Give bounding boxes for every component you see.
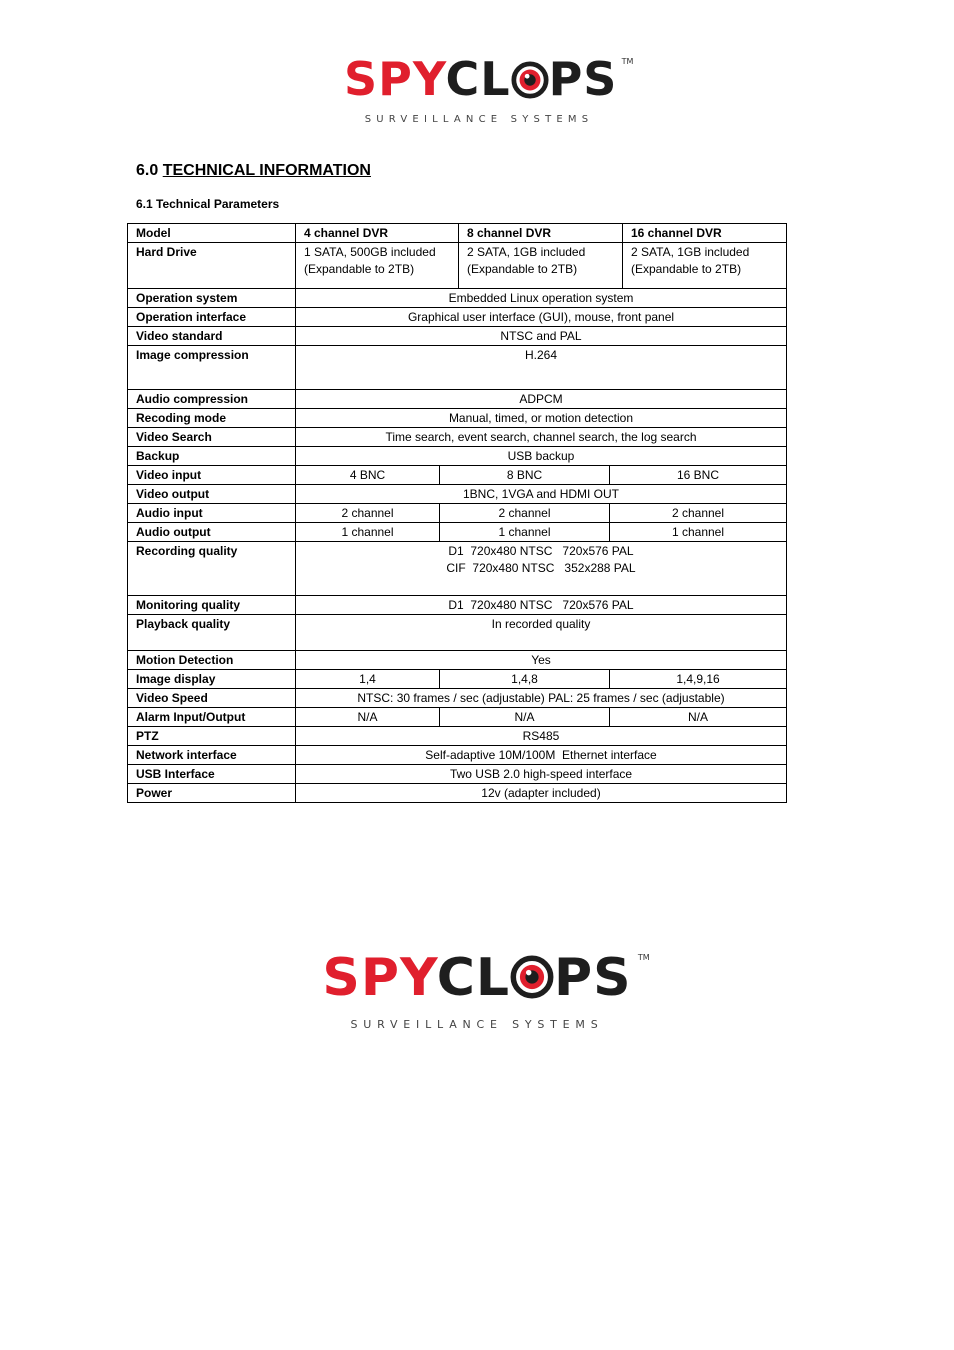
table-row-video-speed bbox=[128, 689, 787, 708]
table-cell: 4 BNC bbox=[296, 466, 440, 485]
table-row-operation-system bbox=[128, 289, 787, 308]
row-label: Motion Detection bbox=[128, 651, 296, 670]
section-heading bbox=[136, 162, 371, 180]
table-row-audio-output bbox=[128, 523, 787, 542]
table-row-image-compression bbox=[128, 346, 787, 390]
row-label: Video standard bbox=[128, 327, 296, 346]
table-cell: 1 channel bbox=[296, 523, 440, 542]
row-label: Image display bbox=[128, 670, 296, 689]
table-cell bbox=[459, 243, 623, 289]
table-cell: H.264 bbox=[296, 346, 787, 390]
row-label: Alarm Input/Output bbox=[128, 708, 296, 727]
eye-icon bbox=[511, 60, 549, 106]
logo-tagline: SURVEILLANCE SYSTEMS bbox=[350, 1018, 604, 1031]
table-cell bbox=[623, 243, 787, 289]
row-label: Network interface bbox=[128, 746, 296, 765]
row-label: Video Search bbox=[128, 428, 296, 447]
table-cell: 1,4,8 bbox=[440, 670, 610, 689]
row-label: USB Interface bbox=[128, 765, 296, 784]
column-header-4ch: 4 channel DVR bbox=[296, 224, 459, 243]
table-row-backup bbox=[128, 447, 787, 466]
cell-line: (Expandable to 2TB) bbox=[467, 262, 578, 276]
table-cell: 12v (adapter included) bbox=[296, 784, 787, 803]
table-cell: NTSC and PAL bbox=[296, 327, 787, 346]
logo-text-dark-b: PS bbox=[548, 52, 618, 106]
table-cell: N/A bbox=[610, 708, 787, 727]
table-row-recoding-mode bbox=[128, 409, 787, 428]
row-label: Image compression bbox=[128, 346, 296, 390]
table-cell: In recorded quality bbox=[296, 615, 787, 651]
table-cell: Yes bbox=[296, 651, 787, 670]
table-row-video-search bbox=[128, 428, 787, 447]
table-row-monitoring-quality bbox=[128, 596, 787, 615]
table-cell: N/A bbox=[296, 708, 440, 727]
cell-line: (Expandable to 2TB) bbox=[631, 262, 742, 276]
row-label: Video input bbox=[128, 466, 296, 485]
logo-text-red: SPY bbox=[344, 52, 446, 106]
section-title: TECHNICAL INFORMATION bbox=[162, 162, 371, 179]
logo-tagline: SURVEILLANCE SYSTEMS bbox=[364, 114, 594, 125]
row-label: Audio output bbox=[128, 523, 296, 542]
table-cell: 1,4,9,16 bbox=[610, 670, 787, 689]
table-row-usb-interface bbox=[128, 765, 787, 784]
table-row-audio-compression bbox=[128, 390, 787, 409]
logo-wordmark bbox=[322, 948, 650, 1008]
table-row-image-display bbox=[128, 670, 787, 689]
table-row-network-interface bbox=[128, 746, 787, 765]
table-row-hard-drive bbox=[128, 243, 787, 289]
table-row-video-output bbox=[128, 485, 787, 504]
cell-line: CIF 720x480 NTSC 352x288 PAL bbox=[446, 561, 636, 575]
technical-parameters-table bbox=[127, 223, 787, 803]
row-label: Recording quality bbox=[128, 542, 296, 596]
table-row-recording-quality bbox=[128, 542, 787, 596]
logo-text-dark-a: CL bbox=[436, 948, 511, 1008]
table-row-motion-detection bbox=[128, 651, 787, 670]
logo-wordmark bbox=[344, 52, 634, 106]
table-cell: Two USB 2.0 high-speed interface bbox=[296, 765, 787, 784]
table-cell: 2 channel bbox=[440, 504, 610, 523]
table-cell: 1 channel bbox=[440, 523, 610, 542]
table-cell: 1BNC, 1VGA and HDMI OUT bbox=[296, 485, 787, 504]
table-cell: N/A bbox=[440, 708, 610, 727]
row-label: Backup bbox=[128, 447, 296, 466]
table-cell bbox=[296, 542, 787, 596]
row-label: Power bbox=[128, 784, 296, 803]
trademark-mark: TM bbox=[621, 57, 634, 66]
table-cell: 16 BNC bbox=[610, 466, 787, 485]
table-cell: Graphical user interface (GUI), mouse, front panel bbox=[296, 308, 787, 327]
row-label: Playback quality bbox=[128, 615, 296, 651]
trademark-mark: TM bbox=[637, 953, 650, 962]
table-cell: 2 channel bbox=[296, 504, 440, 523]
table-cell: D1 720x480 NTSC 720x576 PAL bbox=[296, 596, 787, 615]
row-label: Operation interface bbox=[128, 308, 296, 327]
table-cell: 2 channel bbox=[610, 504, 787, 523]
table-row-ptz bbox=[128, 727, 787, 746]
table-cell bbox=[296, 243, 459, 289]
column-header-8ch: 8 channel DVR bbox=[459, 224, 623, 243]
subsection-heading: 6.1 Technical Parameters bbox=[136, 197, 280, 211]
row-label: Video Speed bbox=[128, 689, 296, 708]
cell-line: 2 SATA, 1GB included bbox=[467, 245, 586, 259]
row-label: Audio compression bbox=[128, 390, 296, 409]
cell-line: (Expandable to 2TB) bbox=[304, 262, 415, 276]
cell-line: 2 SATA, 1GB included bbox=[631, 245, 750, 259]
company-logo-bottom bbox=[322, 948, 650, 1031]
table-cell: Embedded Linux operation system bbox=[296, 289, 787, 308]
table-cell: 8 BNC bbox=[440, 466, 610, 485]
table-cell: 1 channel bbox=[610, 523, 787, 542]
row-label: Recoding mode bbox=[128, 409, 296, 428]
cell-line: D1 720x480 NTSC 720x576 PAL bbox=[448, 544, 634, 558]
table-row-audio-input bbox=[128, 504, 787, 523]
table-cell: Manual, timed, or motion detection bbox=[296, 409, 787, 428]
row-label: Operation system bbox=[128, 289, 296, 308]
table-row-video-standard bbox=[128, 327, 787, 346]
table-cell: USB backup bbox=[296, 447, 787, 466]
column-header-16ch: 16 channel DVR bbox=[623, 224, 787, 243]
section-number: 6.0 bbox=[136, 162, 159, 179]
table-cell: RS485 bbox=[296, 727, 787, 746]
table-cell: Self-adaptive 10M/100M Ethernet interface bbox=[296, 746, 787, 765]
table-row-video-input bbox=[128, 466, 787, 485]
table-row-operation-interface bbox=[128, 308, 787, 327]
table-cell: 1,4 bbox=[296, 670, 440, 689]
row-label: Audio input bbox=[128, 504, 296, 523]
logo-text-dark-a: CL bbox=[445, 52, 511, 106]
row-label: Model bbox=[128, 224, 296, 243]
logo-text-red: SPY bbox=[322, 948, 437, 1008]
table-row-alarm-io bbox=[128, 708, 787, 727]
table-row-playback-quality bbox=[128, 615, 787, 651]
logo-text-dark-b: PS bbox=[554, 948, 632, 1008]
table-cell: ADPCM bbox=[296, 390, 787, 409]
row-label: PTZ bbox=[128, 727, 296, 746]
cell-line: 1 SATA, 500GB included bbox=[304, 245, 436, 259]
row-label: Hard Drive bbox=[128, 243, 296, 289]
company-logo-top bbox=[344, 52, 634, 125]
table-row-model bbox=[128, 224, 787, 243]
row-label: Monitoring quality bbox=[128, 596, 296, 615]
eye-icon bbox=[510, 955, 554, 1008]
row-label: Video output bbox=[128, 485, 296, 504]
table-cell: NTSC: 30 frames / sec (adjustable) PAL: 25 frames / sec (adjustable) bbox=[296, 689, 787, 708]
table-cell: Time search, event search, channel search, the log search bbox=[296, 428, 787, 447]
table-row-power bbox=[128, 784, 787, 803]
